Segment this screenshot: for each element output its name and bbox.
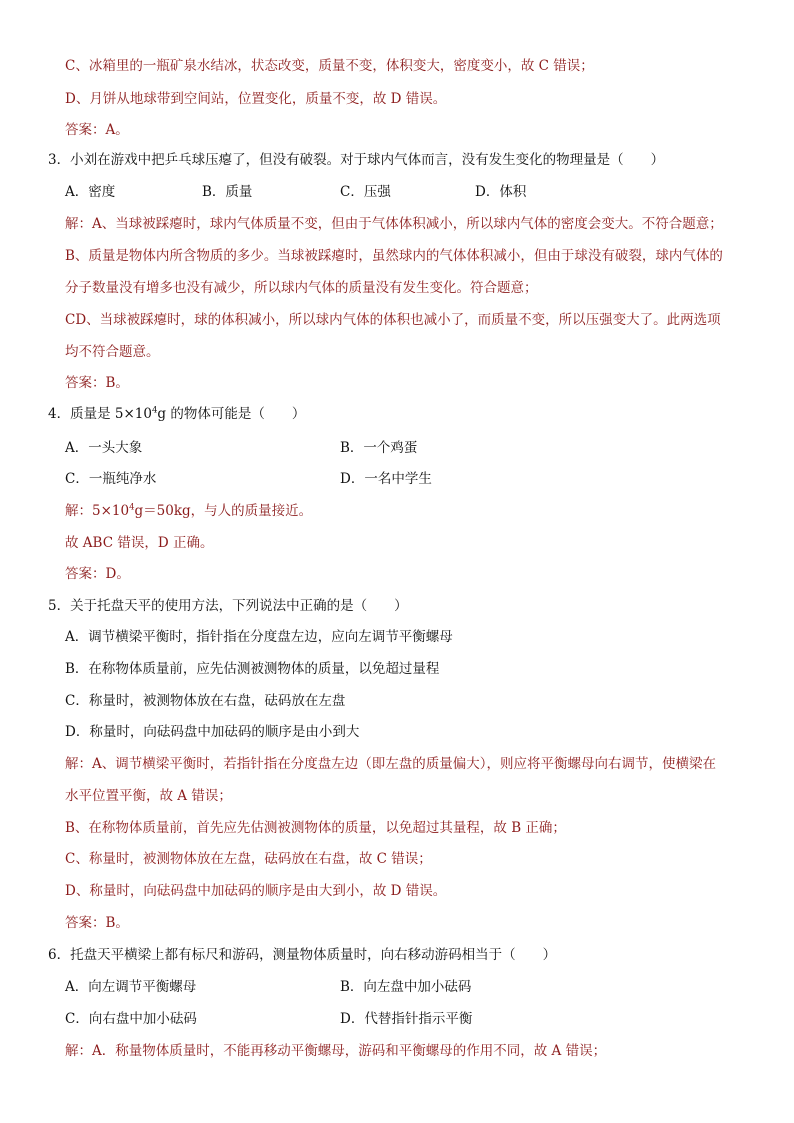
answer-line: 答案：B。 xyxy=(65,375,129,391)
option-a: A．密度 xyxy=(65,184,116,200)
question-4-suffix: g 的物体可能是（ ） xyxy=(157,406,306,422)
answer-line: 答案：D。 xyxy=(65,566,130,582)
option-c: C．向右盘中加小砝码 xyxy=(65,1011,197,1027)
answer-line: 答案：A。 xyxy=(65,122,129,138)
option-a: A．一头大象 xyxy=(65,440,143,456)
solution-line: C、称量时，被测物体放在左盘，砝码放在右盘，故 C 错误； xyxy=(65,851,432,867)
solution-line: 均不符合题意。 xyxy=(65,344,160,360)
exponent: 4 xyxy=(151,405,158,416)
solution-line: 解：A．称量物体质量时，不能再移动平衡螺母，游码和平衡螺母的作用不同，故 A 错误； xyxy=(65,1043,607,1059)
question-6: 6．托盘天平横梁上都有标尺和游码，测量物体质量时，向右移动游码相当于（ ） xyxy=(48,947,557,963)
solution-line: 分子数量没有增多也没有减少，所以球内气体的质量没有发生变化。符合题意； xyxy=(65,280,538,296)
solution-line: C、冰箱里的一瓶矿泉水结冰，状态改变，质量不变，体积变大，密度变小，故 C 错误； xyxy=(65,58,594,74)
question-5: 5．关于托盘天平的使用方法，下列说法中正确的是（ ） xyxy=(48,598,408,614)
option-b: B．在称物体质量前，应先估测被测物体的质量，以免超过量程 xyxy=(65,661,440,677)
option-d: D．体积 xyxy=(475,184,527,200)
question-4 xyxy=(48,404,305,424)
solution-line: B、质量是物体内所含物质的多少。当球被踩瘪时，虽然球内的气体体积减小，但由于球没有破裂，球内气体的 xyxy=(65,248,723,264)
solution-suffix: g＝50kg，与人的质量接近。 xyxy=(134,503,313,519)
option-a: A．调节横梁平衡时，指针指在分度盘左边，应向左调节平衡螺母 xyxy=(65,629,453,645)
solution-line: CD、当球被踩瘪时，球的体积减小，所以球内气体的体积也减小了，而质量不变，所以压强变大了。此两选项 xyxy=(65,312,721,328)
solution-line: 故 ABC 错误，D 正确。 xyxy=(65,535,214,551)
solution-line xyxy=(65,501,312,521)
option-b: B．一个鸡蛋 xyxy=(340,440,418,456)
solution-line: D、称量时，向砝码盘中加砝码的顺序是由大到小，故 D 错误。 xyxy=(65,883,447,899)
option-d: D．称量时，向砝码盘中加砝码的顺序是由小到大 xyxy=(65,724,360,740)
option-d: D．代替指针指示平衡 xyxy=(340,1011,473,1027)
answer-line: 答案：B。 xyxy=(65,915,129,931)
solution-line: B、在称物体质量前，首先应先估测被测物体的质量，以免超过其量程，故 B 正确； xyxy=(65,820,566,836)
exponent: 4 xyxy=(129,502,135,513)
solution-line: 解：A、调节横梁平衡时，若指针指在分度盘左边（即左盘的质量偏大），则应将平衡螺母向右调节，使横梁在 xyxy=(65,756,716,772)
question-3: 3．小刘在游戏中把乒乓球压瘪了，但没有破裂。对于球内气体而言，没有发生变化的物理量是（ ） xyxy=(48,152,665,168)
option-a: A．向左调节平衡螺母 xyxy=(65,979,197,995)
option-c: C．称量时，被测物体放在右盘，砝码放在左盘 xyxy=(65,693,346,709)
option-d: D．一名中学生 xyxy=(340,471,432,487)
solution-prefix: 解：5×10 xyxy=(65,503,130,519)
option-b: B．质量 xyxy=(202,184,253,200)
option-c: C．压强 xyxy=(340,184,391,200)
option-c: C．一瓶纯净水 xyxy=(65,471,157,487)
solution-line: 水平位置平衡，故 A 错误； xyxy=(65,788,232,804)
solution-line: 解：A、当球被踩瘪时，球内气体质量不变，但由于气体体积减小，所以球内气体的密度会变大。不符合题意； xyxy=(65,216,723,232)
question-4-prefix: 4．质量是 5×10 xyxy=(48,406,152,422)
solution-line: D、月饼从地球带到空间站，位置变化，质量不变，故 D 错误。 xyxy=(65,91,447,107)
option-b: B．向左盘中加小砝码 xyxy=(340,979,472,995)
